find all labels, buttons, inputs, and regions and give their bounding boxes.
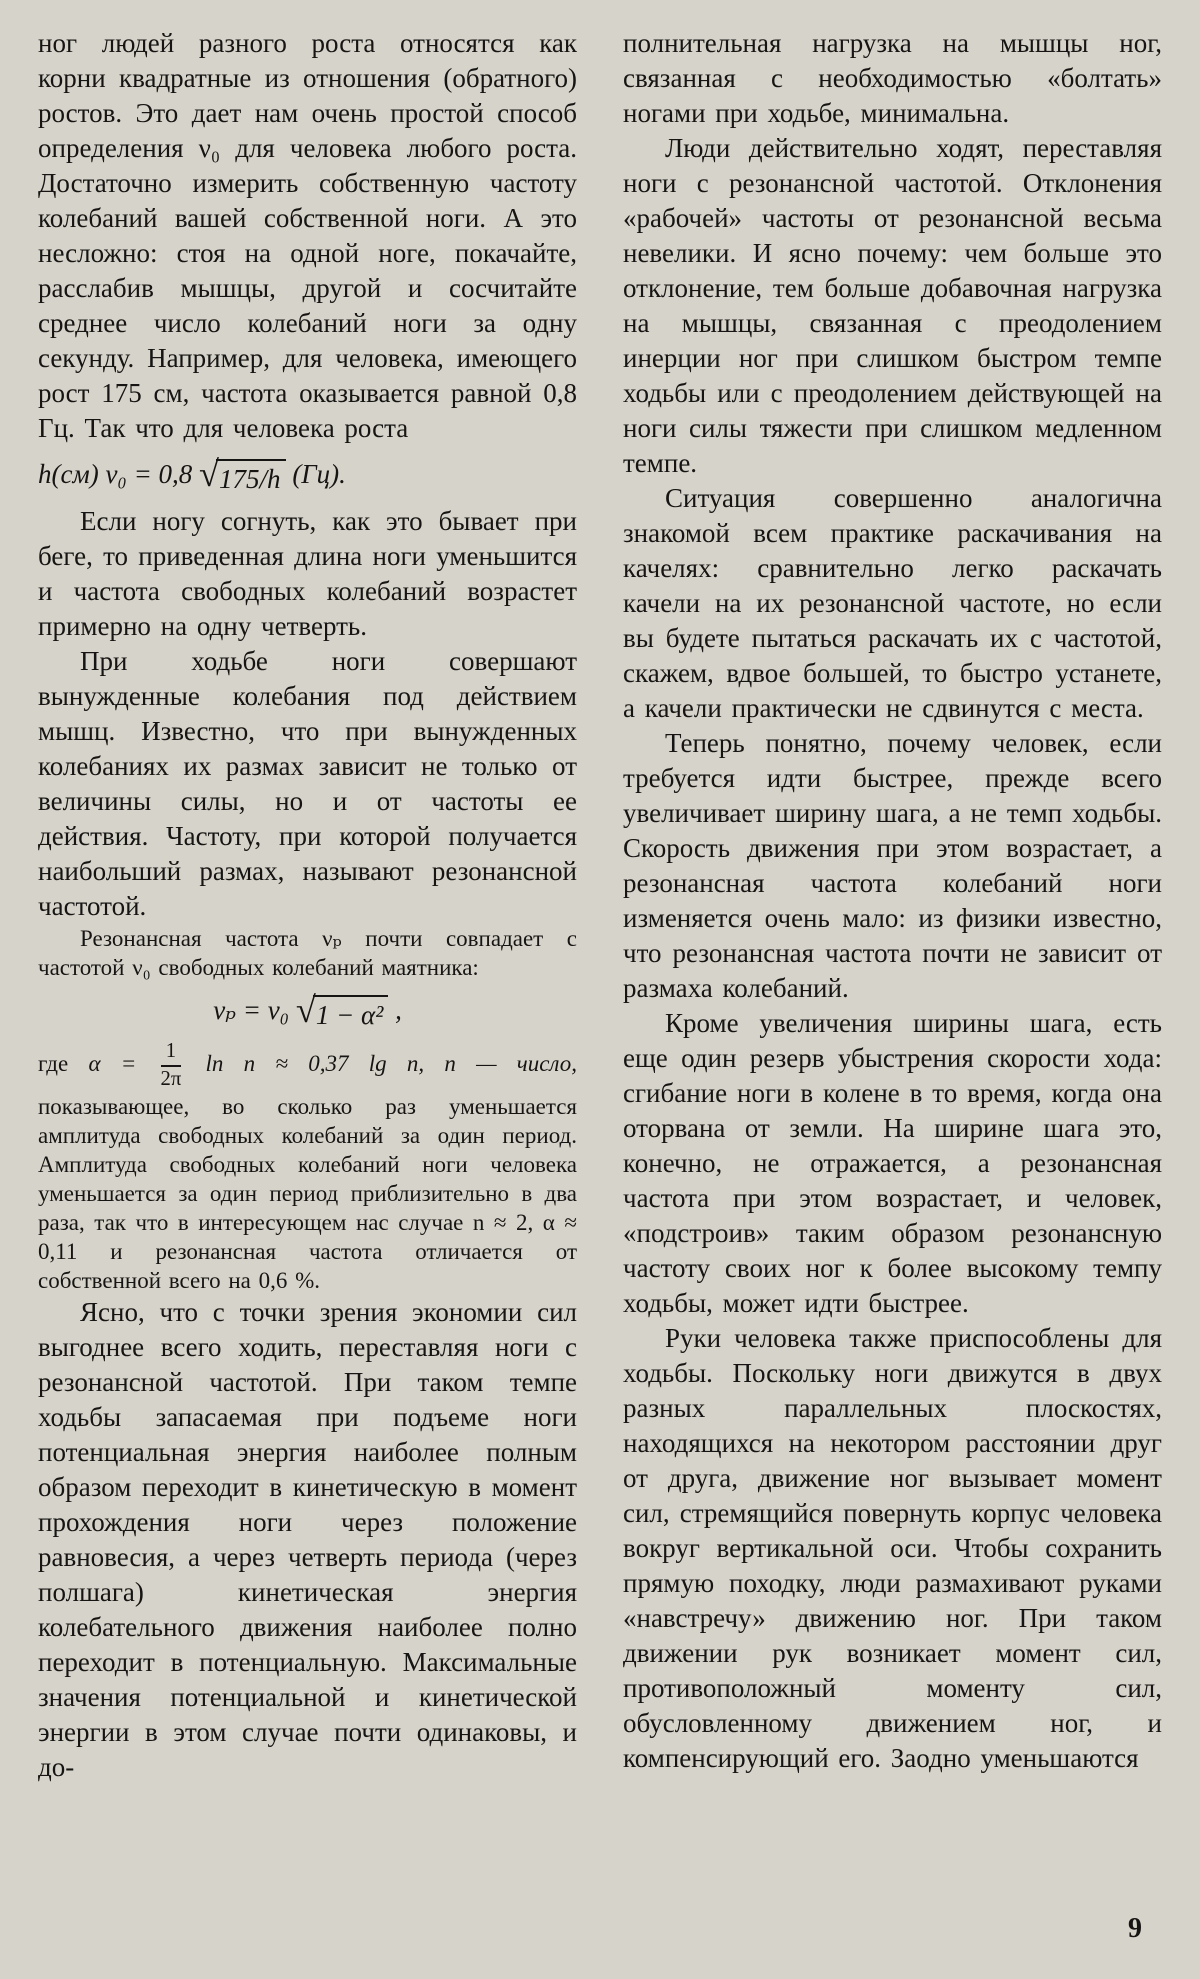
radicand: 1 − α² bbox=[313, 995, 389, 1031]
radical-sign: √ bbox=[199, 453, 220, 494]
paragraph: Кроме увеличения ширины шага, есть еще один резерв убыстрения скорости хода: сгибание ноги в колене в то время, когда она оторвана от земли. На ширине шага это, конечно, не отражается, а резонансная частота при этом возрастает, и человек, «подстроив» таким образом резонансную частоту своих ног к более высокому темпу ходьбы, может идти быстрее. bbox=[623, 1008, 1162, 1318]
formula-lhs: νₚ = ν₀ bbox=[213, 995, 296, 1025]
formula-resonant-frequency bbox=[38, 988, 577, 1032]
alpha-definition: α = bbox=[88, 1051, 157, 1077]
radicand: 175/h bbox=[216, 459, 286, 495]
text-columns bbox=[38, 26, 1162, 1785]
formula-lhs: h(см) ν₀ = 0,8 bbox=[38, 459, 200, 489]
paragraph: Если ногу согнуть, как это бывает при беге, то приведенная длина ноги уменьшится и частота свободных колебаний возрастет примерно на одну четверть. bbox=[38, 506, 577, 641]
radical-sign: √ bbox=[295, 989, 316, 1030]
fraction-numerator: 1 bbox=[161, 1040, 182, 1067]
sqrt-expression bbox=[199, 453, 286, 495]
paragraph: Руки человека также приспособлены для ходьбы. Поскольку ноги движутся в двух разных параллельных плоскостях, находящихся на некотором расстоянии друг от друга, движение ног вызывает момент сил, стремящийся повернуть корпус человека вокруг вертикальной оси. Чтобы сохранить прямую походку, люди размахивают руками «навстречу» движению ног. При таком движении рук возникает момент сил, противоположный моменту сил, обусловленному движением ног, и компенсирующий его. Заодно уменьшаются bbox=[623, 1323, 1162, 1773]
paragraph: При ходьбе ноги совершают вынужденные колебания под действием мышц. Известно, что при вынужденных колебаниях их размах зависит не только от величины силы, но и от частоты ее действия. Частоту, при которой получается наибольший размах, называют резонансной частотой. bbox=[38, 646, 577, 921]
paragraph: ног людей разного роста относятся как корни квадратные из отношения (обратного) ростов. Это дает нам очень простой способ определения ν₀ для человека любого роста. Достаточно измерить собственную частоту колебаний вашей собственной ноги. А это несложно: стоя на одной ноге, покачайте, расслабив мышцы, другой и сосчитайте среднее число колебаний ноги за одну секунду. Например, для человека, имеющего рост 175 см, частота оказывается равной 0,8 Гц. Так что для человека роста bbox=[38, 28, 577, 443]
alpha-approximation: ln n ≈ 0,37 lg n, n — число, bbox=[185, 1051, 577, 1077]
fraction-denominator: 2π bbox=[160, 1067, 182, 1090]
paragraph: Теперь понятно, почему человек, если требуется идти быстрее, прежде всего увеличивает ширину шага, а не темп ходьбы. Скорость движения при этом возрастает, а резонансная частота колебаний ноги изменяется очень мало: из физики известно, что резонансная частота почти не зависит от размаха колебаний. bbox=[623, 728, 1162, 1003]
formula-tail: , bbox=[388, 995, 402, 1025]
fraction bbox=[161, 1040, 182, 1092]
where-label: где bbox=[38, 1051, 89, 1077]
small-print-continuation: показывающее, во сколько раз уменьшается амплитуда свободных колебаний за один период. Амплитуда свободных колебаний ноги человека уменьшается за один период приблизительно в два раза, так что в интересующем нас случае n ≈ 2, α ≈ 0,11 и резонансная частота отличается от собственной всего на 0,6 %. bbox=[38, 1093, 577, 1293]
small-print-paragraph: Резонансная частота νₚ почти совпадает с частотой ν₀ свободных колебаний маятника: bbox=[38, 926, 577, 980]
paragraph: полнительная нагрузка на мышцы ног, связанная с необходимостью «болтать» ногами при ходьбе, минимальна. bbox=[623, 28, 1162, 128]
sqrt-expression bbox=[295, 989, 389, 1031]
right-column bbox=[623, 26, 1162, 1785]
left-column bbox=[38, 26, 577, 1785]
page-number: 9 bbox=[1128, 1913, 1142, 1944]
formula-tail: (Гц). bbox=[285, 459, 346, 489]
paragraph: Ясно, что с точки зрения экономии сил выгоднее всего ходить, переставляя ноги с резонансной частотой. При таком темпе ходьбы запасаемая при подъеме ноги потенциальная энергия наиболее полным образом переходит в кинетическую в момент прохождения ноги через положение равновесия, а через четверть периода (через полшага) кинетическая энергия колебательного движения наиболее полно переходит в потенциальную. Максимальные значения потенциальной и кинетической энергии в этом случае почти одинаковы, и до- bbox=[38, 1296, 577, 1782]
small-print-paragraph-with-formula bbox=[38, 1040, 577, 1295]
paragraph: Ситуация совершенно аналогична знакомой всем практике раскачивания на качелях: сравнительно легко раскачать качели на их резонансной частоте, но если вы будете пытаться раскачать их с частотой, скажем, вдвое большей, то быстро устанете, а качели практически не сдвинутся с места. bbox=[623, 483, 1162, 723]
formula-leg-frequency bbox=[38, 452, 577, 496]
paragraph: Люди действительно ходят, переставляя ноги с резонансной частотой. Отклонения «рабочей» частоты от резонансной весьма невелики. И ясно почему: чем больше это отклонение, тем больше добавочная нагрузка на мышцы, связанная с преодолением инерции ног при слишком быстром темпе ходьбы или с преодолением действующей на ноги силы тяжести при слишком медленном темпе. bbox=[623, 133, 1162, 478]
